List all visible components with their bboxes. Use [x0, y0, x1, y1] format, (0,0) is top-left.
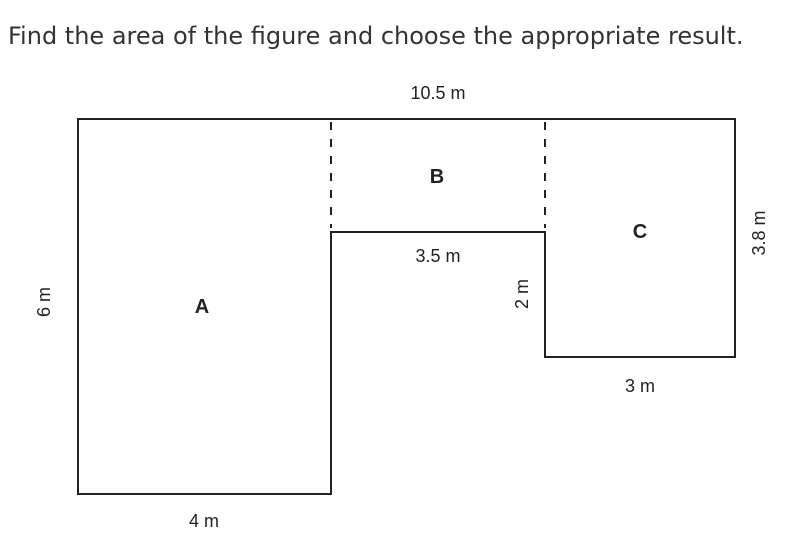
region-label-a: A — [194, 296, 210, 318]
dimension-a-width: 4 m — [188, 511, 220, 531]
dimension-c-width: 3 m — [624, 376, 656, 396]
region-label-b: B — [429, 166, 445, 188]
figure-outline — [78, 119, 735, 494]
dimension-c-height: 3.8 m — [749, 210, 769, 256]
dimension-total-width: 10.5 m — [410, 83, 466, 103]
dimension-a-height: 6 m — [34, 286, 54, 318]
region-label-c: C — [632, 221, 648, 243]
dimension-b-gap-height: 2 m — [512, 278, 532, 310]
question-text: Find the area of the figure and choose the appropriate result. — [8, 22, 744, 50]
dimension-b-width: 3.5 m — [415, 246, 461, 266]
